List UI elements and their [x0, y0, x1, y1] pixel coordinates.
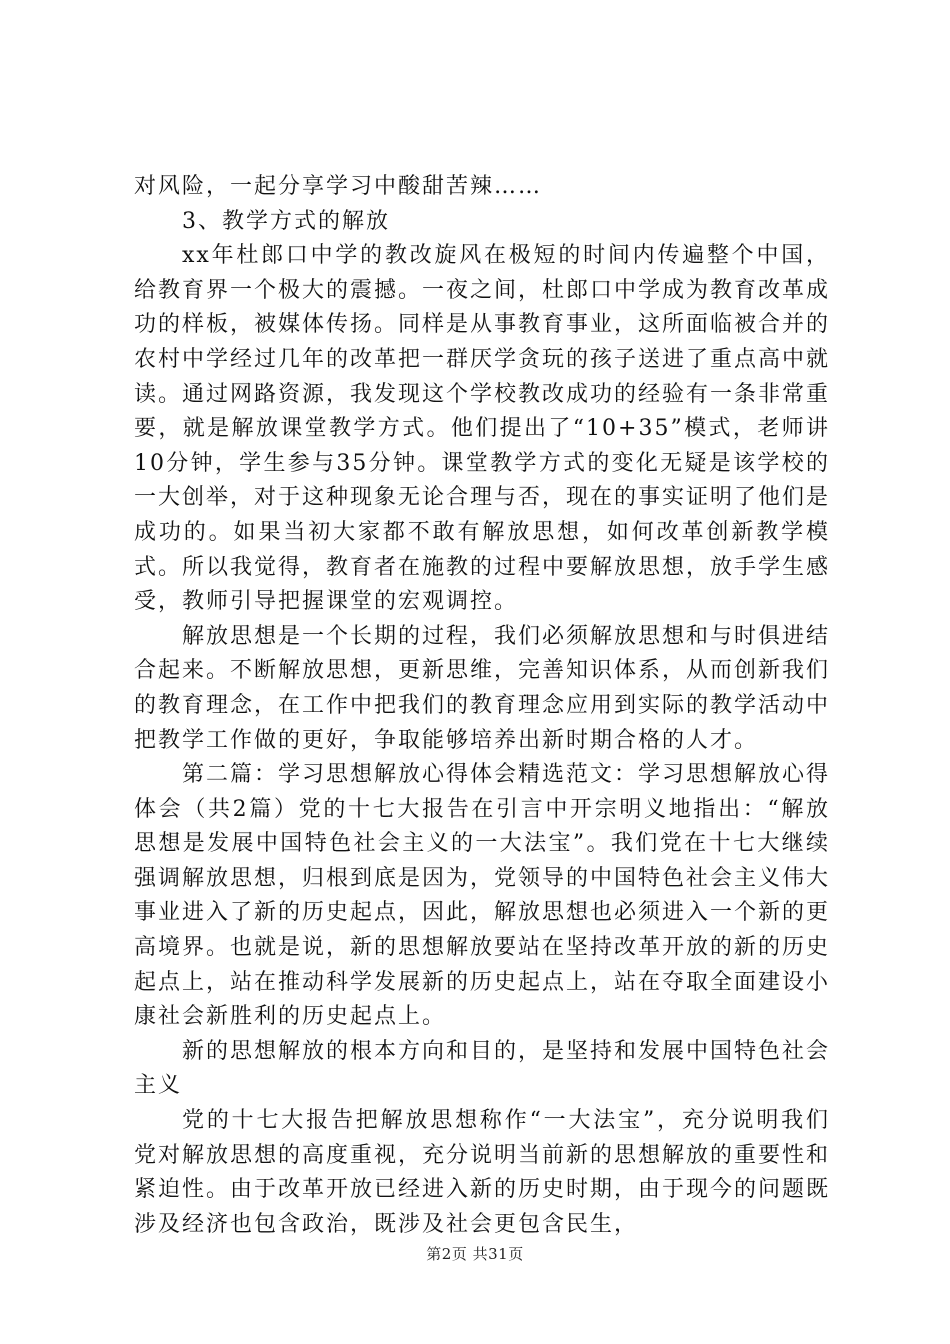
- section-heading: 3、教学方式的解放: [182, 208, 390, 234]
- paragraph-continuation: 对风险，一起分享学习中酸甜苦辣……: [134, 174, 543, 199]
- document-body: [134, 170, 830, 1242]
- paragraph: 第二篇：学习思想解放心得体会精选范文：学习思想解放心得体会（共2篇）党的十七大报告在引言中开宗明义地指出：“解放思想是发展中国特色社会主义的一大法宝”。我们党在十七大继续强调解放思想，归根到底是因为，党领导的中国特色社会主义伟大事业进入了新的历史起点，因此，解放思想也必须进入一个新的更高境界。也就是说，新的思想解放要站在坚持改革开放的新的历史起点上，站在推动科学发展新的历史起点上，站在夺取全面建设小康社会新胜利的历史起点上。: [134, 762, 831, 1030]
- paragraph: xx年杜郎口中学的教改旋风在极短的时间内传遍整个中国，给教育界一个极大的震撼。一夜之间，杜郎口中学成为教育改革成功的样板，被媒体传扬。同样是从事教育事业，这所面临被合并的农村中学经过几年的改革把一群厌学贪玩的孩子送进了重点高中就读。通过网路资源，我发现这个学校教改成功的经验有一条非常重要，就是解放课堂教学方式。他们提出了“10+35”模式，老师讲10分钟，学生参与35分钟。课堂教学方式的变化无疑是该学校的一大创举，对于这种现象无论合理与否，现在的事实证明了他们是成功的。如果当初大家都不敢有解放思想，如何改革创新教学模式。所以我觉得，教育者在施教的过程中要解放思想，放手学生感受，教师引导把握课堂的宏观调控。: [134, 243, 831, 615]
- page-number-footer: 第2页 共31页: [426, 1245, 524, 1263]
- paragraph: 党的十七大报告把解放思想称作“一大法宝”，充分说明我们党对解放思想的高度重视，充分说明当前新的思想解放的重要性和紧迫性。由于改革开放已经进入新的历史时期，由于现今的问题既涉及经济也包含政治，既涉及社会更包含民生，: [134, 1108, 831, 1237]
- paragraph: 新的思想解放的根本方向和目的，是坚持和发展中国特色社会主义: [134, 1038, 831, 1099]
- paragraph: 解放思想是一个长期的过程，我们必须解放思想和与时俱进结合起来。不断解放思想，更新思维，完善知识体系，从而创新我们的教育理念，在工作中把我们的教育理念应用到实际的教学活动中把教学工作做的更好，争取能够培养出新时期合格的人才。: [134, 623, 831, 753]
